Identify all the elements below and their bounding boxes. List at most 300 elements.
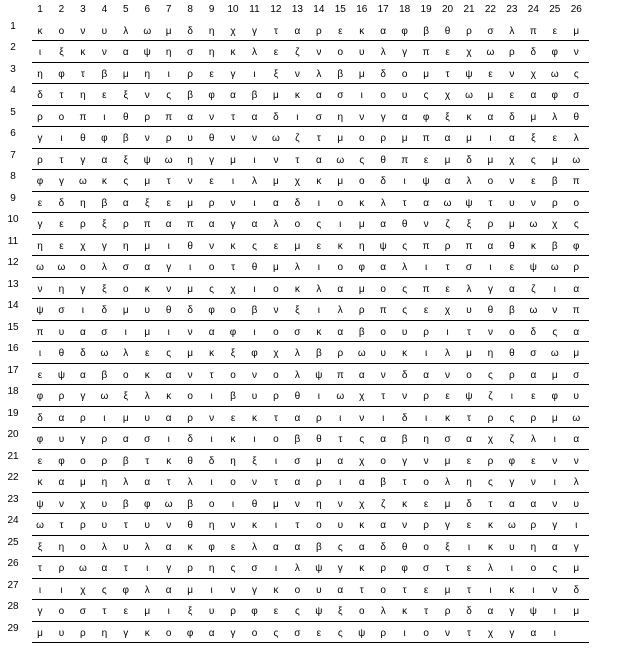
grid-letter: κ [252, 412, 257, 424]
row-divider [32, 105, 589, 106]
grid-letter: η [165, 47, 172, 58]
grid-letter: ε [37, 455, 43, 467]
grid-letter: ω [272, 133, 280, 144]
grid-letter: β [401, 434, 408, 445]
grid-letter: ι [403, 176, 406, 187]
row-divider [32, 341, 589, 342]
grid-letter: ψ [36, 305, 44, 316]
grid-letter: φ [208, 90, 215, 101]
grid-letter: λ [144, 391, 150, 402]
grid-letter: β [358, 326, 365, 338]
grid-letter: ε [145, 348, 150, 359]
grid-letter: ο [294, 584, 301, 596]
grid-letter: ι [510, 391, 513, 402]
grid-letter: ι [510, 563, 513, 574]
grid-letter: γ [337, 563, 343, 574]
grid-letter: χ [80, 240, 86, 252]
grid-letter: θ [165, 305, 172, 316]
row-divider [32, 513, 589, 514]
grid-letter: ν [187, 369, 193, 381]
grid-letter: ς [530, 154, 536, 166]
grid-letter: χ [359, 455, 365, 467]
grid-letter: α [509, 283, 515, 295]
grid-letter: σ [251, 563, 258, 574]
grid-letter: η [187, 154, 193, 166]
grid-letter: ν [58, 498, 64, 510]
grid-letter: τ [445, 563, 450, 574]
grid-letter: φ [251, 348, 258, 359]
grid-letter: κ [337, 240, 343, 252]
grid-letter: μ [273, 90, 279, 101]
grid-letter: κ [402, 606, 408, 617]
grid-letter: ν [402, 391, 408, 402]
grid-letter: σ [294, 627, 301, 639]
grid-letter: η [37, 68, 43, 80]
grid-letter: η [101, 627, 108, 639]
row-number: 25 [7, 536, 19, 548]
grid-letter: β [315, 541, 322, 553]
grid-letter: φ [551, 47, 559, 58]
row-number: 18 [7, 386, 19, 397]
row-number: 29 [7, 622, 19, 634]
grid-letter: δ [208, 455, 215, 467]
grid-letter: ρ [208, 197, 215, 209]
grid-letter: ψ [315, 606, 323, 617]
grid-letter: μ [273, 176, 279, 187]
grid-letter: μ [358, 68, 365, 80]
grid-letter: ν [552, 455, 558, 467]
grid-letter: α [530, 90, 537, 101]
grid-letter: λ [380, 197, 386, 209]
grid-letter: ψ [422, 176, 430, 187]
grid-letter: θ [251, 498, 258, 510]
grid-letter: μ [466, 133, 472, 144]
grid-letter: φ [36, 176, 44, 187]
grid-letter: ι [274, 520, 278, 531]
grid-letter: ν [316, 47, 322, 58]
grid-letter: α [509, 133, 515, 144]
grid-letter: ε [531, 391, 536, 402]
grid-letter: ι [210, 391, 213, 402]
grid-letter: ς [552, 326, 558, 338]
grid-letter: ρ [423, 391, 429, 402]
grid-letter: ο [573, 197, 580, 209]
grid-letter: τ [381, 391, 386, 402]
grid-letter: τ [402, 197, 407, 209]
grid-letter: ε [531, 455, 536, 467]
row-number: 10 [7, 214, 19, 225]
column-number: 25 [549, 4, 561, 15]
grid-letter: θ [187, 240, 193, 252]
grid-letter: ι [60, 133, 63, 144]
grid-letter: μ [509, 219, 515, 230]
grid-letter: ψ [143, 47, 151, 58]
grid-letter: ξ [531, 133, 536, 144]
grid-letter: α [251, 219, 258, 230]
grid-letter: γ [80, 391, 86, 402]
row-number: 17 [7, 364, 19, 376]
grid-letter: ς [337, 541, 343, 553]
grid-letter: ο [337, 197, 344, 209]
grid-letter: ο [58, 606, 65, 617]
grid-letter: κ [230, 47, 236, 58]
grid-letter: η [466, 477, 472, 488]
grid-letter: ξ [123, 90, 129, 101]
grid-letter: μ [122, 412, 129, 424]
grid-letter: ψ [315, 369, 323, 381]
row-number: 16 [7, 343, 19, 354]
grid-letter: λ [402, 262, 408, 273]
grid-letter: α [58, 412, 65, 424]
grid-letter: τ [295, 154, 300, 166]
grid-letter: β [101, 68, 108, 80]
grid-letter: α [530, 369, 537, 381]
grid-letter: λ [123, 25, 129, 37]
grid-letter: ρ [80, 520, 86, 531]
grid-letter: τ [59, 520, 64, 531]
grid-letter: μ [187, 283, 194, 295]
row-divider [32, 599, 589, 600]
grid-letter: ι [124, 326, 127, 338]
grid-letter: ψ [465, 391, 473, 402]
grid-letter: λ [294, 348, 300, 359]
grid-letter: υ [316, 584, 322, 596]
grid-letter: λ [252, 541, 257, 553]
grid-letter: ρ [273, 391, 279, 402]
row-divider [32, 470, 589, 471]
grid-letter: κ [166, 455, 172, 467]
row-divider [32, 449, 589, 450]
grid-letter: γ [101, 240, 107, 252]
grid-letter: τ [402, 584, 407, 596]
grid-letter: ω [550, 68, 559, 80]
grid-letter: υ [573, 498, 579, 510]
grid-letter: σ [144, 434, 151, 445]
grid-letter: α [358, 541, 365, 553]
grid-letter: κ [37, 477, 43, 488]
grid-letter: μ [487, 154, 494, 166]
grid-letter: σ [294, 455, 301, 467]
column-number: 7 [165, 4, 172, 15]
grid-letter: θ [58, 348, 65, 359]
grid-letter: ι [553, 477, 556, 488]
grid-letter: γ [37, 133, 43, 144]
grid-letter: α [337, 584, 344, 596]
grid-letter: δ [101, 305, 108, 316]
grid-letter: β [551, 176, 558, 187]
grid-letter: χ [466, 47, 472, 58]
grid-letter: τ [402, 477, 407, 488]
grid-letter: κ [80, 47, 86, 58]
grid-letter: α [573, 326, 580, 338]
row-divider [32, 427, 589, 428]
grid-letter: δ [466, 154, 472, 166]
grid-letter: ι [489, 262, 492, 273]
grid-letter: ο [380, 90, 386, 101]
grid-letter: υ [123, 541, 129, 553]
grid-letter: σ [337, 90, 344, 101]
grid-letter: μ [551, 154, 558, 166]
grid-letter: υ [380, 348, 386, 359]
grid-letter: ι [253, 68, 256, 80]
row-number: 9 [10, 192, 16, 204]
grid-letter: η [80, 90, 86, 101]
grid-letter: γ [230, 68, 236, 80]
grid-letter: τ [209, 369, 214, 381]
grid-letter: ς [316, 219, 322, 230]
grid-letter: ς [423, 90, 429, 101]
grid-letter: γ [509, 606, 515, 617]
grid-letter: α [380, 219, 387, 230]
grid-letter: χ [230, 25, 236, 37]
grid-letter: ι [231, 176, 235, 187]
grid-letter: ο [230, 305, 236, 316]
grid-letter: ρ [337, 348, 344, 359]
grid-letter: ψ [358, 627, 366, 639]
grid-letter: τ [59, 90, 64, 101]
grid-letter: μ [551, 412, 558, 424]
grid-letter: ι [360, 90, 363, 101]
grid-letter: ξ [102, 283, 107, 295]
grid-letter: φ [573, 240, 580, 252]
grid-letter: μ [187, 197, 194, 209]
grid-letter: λ [552, 111, 558, 123]
grid-letter: ρ [187, 412, 193, 424]
grid-letter: α [380, 520, 387, 531]
grid-letter: δ [273, 111, 279, 123]
column-number: 14 [313, 4, 325, 15]
grid-letter: μ [294, 240, 301, 252]
column-number: 19 [420, 4, 432, 15]
grid-letter: ρ [122, 219, 129, 230]
grid-letter: υ [58, 326, 65, 338]
grid-letter: ρ [487, 219, 494, 230]
grid-letter: υ [509, 197, 515, 209]
grid-letter: κ [144, 627, 150, 639]
grid-letter: σ [573, 90, 580, 101]
grid-letter: ο [165, 627, 172, 639]
row-divider [32, 277, 589, 278]
grid-letter: λ [380, 47, 386, 58]
grid-letter: ς [294, 606, 300, 617]
grid-letter: κ [294, 90, 300, 101]
grid-letter: ε [445, 283, 450, 295]
grid-letter: χ [230, 283, 236, 295]
grid-letter: ν [552, 584, 558, 596]
grid-letter: ν [144, 90, 150, 101]
grid-letter: ρ [315, 25, 322, 37]
row-divider [32, 556, 589, 557]
grid-letter: ω [143, 25, 152, 37]
row-divider [32, 40, 589, 41]
grid-letter: ο [230, 369, 236, 381]
grid-letter: δ [573, 584, 580, 596]
grid-letter: δ [509, 111, 515, 123]
grid-letter: ρ [530, 520, 537, 531]
grid-letter: ν [209, 240, 215, 252]
grid-letter: δ [294, 197, 301, 209]
grid-letter: σ [58, 305, 65, 316]
grid-letter: ν [230, 520, 236, 531]
grid-letter: ν [273, 305, 279, 316]
grid-letter: φ [551, 90, 559, 101]
grid-letter: π [572, 176, 580, 187]
grid-letter: ν [144, 133, 150, 144]
grid-letter: ρ [80, 219, 86, 230]
grid-letter: ο [423, 627, 429, 639]
grid-letter: λ [487, 563, 493, 574]
grid-letter: ω [529, 219, 538, 230]
grid-letter: θ [316, 434, 322, 445]
grid-letter: ξ [338, 606, 343, 617]
grid-letter: σ [423, 563, 430, 574]
grid-letter: ν [252, 369, 257, 381]
grid-letter: κ [252, 520, 257, 531]
grid-letter: ξ [59, 47, 64, 58]
column-number: 16 [356, 4, 368, 15]
grid-letter: ο [337, 262, 344, 273]
grid-letter: β [122, 455, 129, 467]
grid-letter: ς [337, 627, 343, 639]
grid-letter: ν [209, 412, 215, 424]
grid-letter: ς [209, 283, 214, 295]
row-number: 23 [7, 493, 19, 505]
grid-letter: ι [424, 262, 428, 273]
grid-letter: τ [273, 412, 278, 424]
grid-letter: θ [123, 111, 129, 123]
row-number: 21 [7, 450, 19, 462]
grid-letter: λ [294, 262, 300, 273]
grid-letter: τ [467, 326, 471, 338]
grid-letter: γ [230, 219, 236, 230]
grid-letter: δ [401, 412, 408, 424]
column-number: 23 [506, 4, 518, 15]
grid-letter: ι [38, 348, 42, 359]
grid-letter: π [572, 305, 580, 316]
grid-letter: δ [37, 412, 43, 424]
grid-letter: ο [358, 606, 365, 617]
grid-letter: λ [509, 25, 515, 37]
grid-letter: μ [573, 563, 580, 574]
grid-letter: δ [401, 369, 408, 381]
grid-letter: μ [444, 584, 451, 596]
grid-letter: ω [357, 348, 366, 359]
grid-letter: ρ [444, 606, 451, 617]
grid-letter: χ [487, 434, 494, 445]
grid-letter: ξ [445, 541, 450, 553]
grid-letter: ρ [187, 68, 193, 80]
grid-letter: ε [59, 219, 64, 230]
grid-letter: ι [167, 606, 170, 617]
grid-letter: ξ [445, 111, 450, 123]
grid-letter: λ [294, 563, 300, 574]
grid-letter: θ [401, 219, 408, 230]
grid-letter: μ [315, 455, 322, 467]
grid-letter: υ [208, 606, 215, 617]
row-number: 8 [10, 171, 16, 182]
grid-letter: γ [402, 455, 408, 467]
grid-letter: μ [551, 369, 558, 381]
grid-letter: ν [252, 477, 257, 488]
grid-letter: μ [187, 584, 194, 596]
grid-letter: ι [532, 584, 535, 596]
grid-letter: α [294, 541, 301, 553]
grid-letter: θ [509, 240, 515, 252]
grid-letter: ρ [358, 305, 365, 316]
grid-letter: η [230, 455, 236, 467]
grid-letter: α [122, 47, 129, 58]
grid-letter: κ [144, 283, 150, 295]
grid-letter: ω [507, 520, 516, 531]
grid-letter: α [315, 154, 322, 166]
grid-letter: ι [38, 47, 42, 58]
grid-letter: ρ [509, 47, 515, 58]
grid-letter: τ [273, 477, 278, 488]
grid-letter: ψ [529, 262, 537, 273]
grid-letter: ο [273, 434, 279, 445]
grid-letter: λ [316, 68, 322, 80]
grid-letter: ι [167, 434, 170, 445]
grid-letter: τ [273, 25, 278, 37]
grid-letter: ς [166, 90, 172, 101]
grid-letter: χ [552, 219, 558, 230]
grid-letter: λ [273, 219, 279, 230]
grid-letter: ρ [230, 606, 236, 617]
grid-letter: α [187, 111, 194, 123]
column-number: 21 [463, 4, 475, 15]
grid-letter: ι [467, 541, 471, 553]
grid-letter: κ [466, 111, 472, 123]
grid-letter: φ [401, 563, 408, 574]
grid-letter: η [208, 520, 215, 531]
row-divider [32, 126, 589, 127]
row-number: 11 [7, 235, 19, 247]
grid-letter: θ [401, 541, 408, 553]
grid-letter: κ [101, 176, 107, 187]
grid-letter: ε [316, 627, 322, 639]
grid-letter: χ [444, 305, 451, 316]
grid-letter: ψ [529, 606, 537, 617]
grid-letter: ο [251, 627, 258, 639]
grid-letter: υ [101, 25, 108, 37]
grid-letter: ς [488, 369, 493, 381]
grid-letter: κ [230, 434, 236, 445]
grid-letter: ε [445, 47, 450, 58]
grid-letter: ν [423, 455, 429, 467]
grid-letter: ω [336, 391, 345, 402]
grid-letter: κ [402, 348, 408, 359]
grid-letter: μ [358, 219, 365, 230]
row-divider [32, 578, 589, 579]
grid-letter: ε [273, 606, 279, 617]
grid-letter: κ [209, 348, 215, 359]
grid-letter: θ [187, 455, 193, 467]
column-number: 20 [441, 4, 454, 15]
grid-letter: β [423, 25, 429, 37]
grid-letter: φ [101, 133, 108, 144]
grid-letter: ω [443, 197, 452, 209]
grid-letter: ι [189, 262, 192, 273]
grid-letter: δ [187, 25, 193, 37]
grid-letter: ς [359, 154, 365, 166]
row-divider [32, 62, 589, 63]
grid-letter: ι [403, 627, 406, 639]
grid-letter: ε [445, 391, 450, 402]
grid-letter: υ [101, 520, 108, 531]
grid-letter: ω [529, 305, 538, 316]
grid-letter: ν [37, 283, 43, 295]
grid-letter: α [294, 412, 301, 424]
